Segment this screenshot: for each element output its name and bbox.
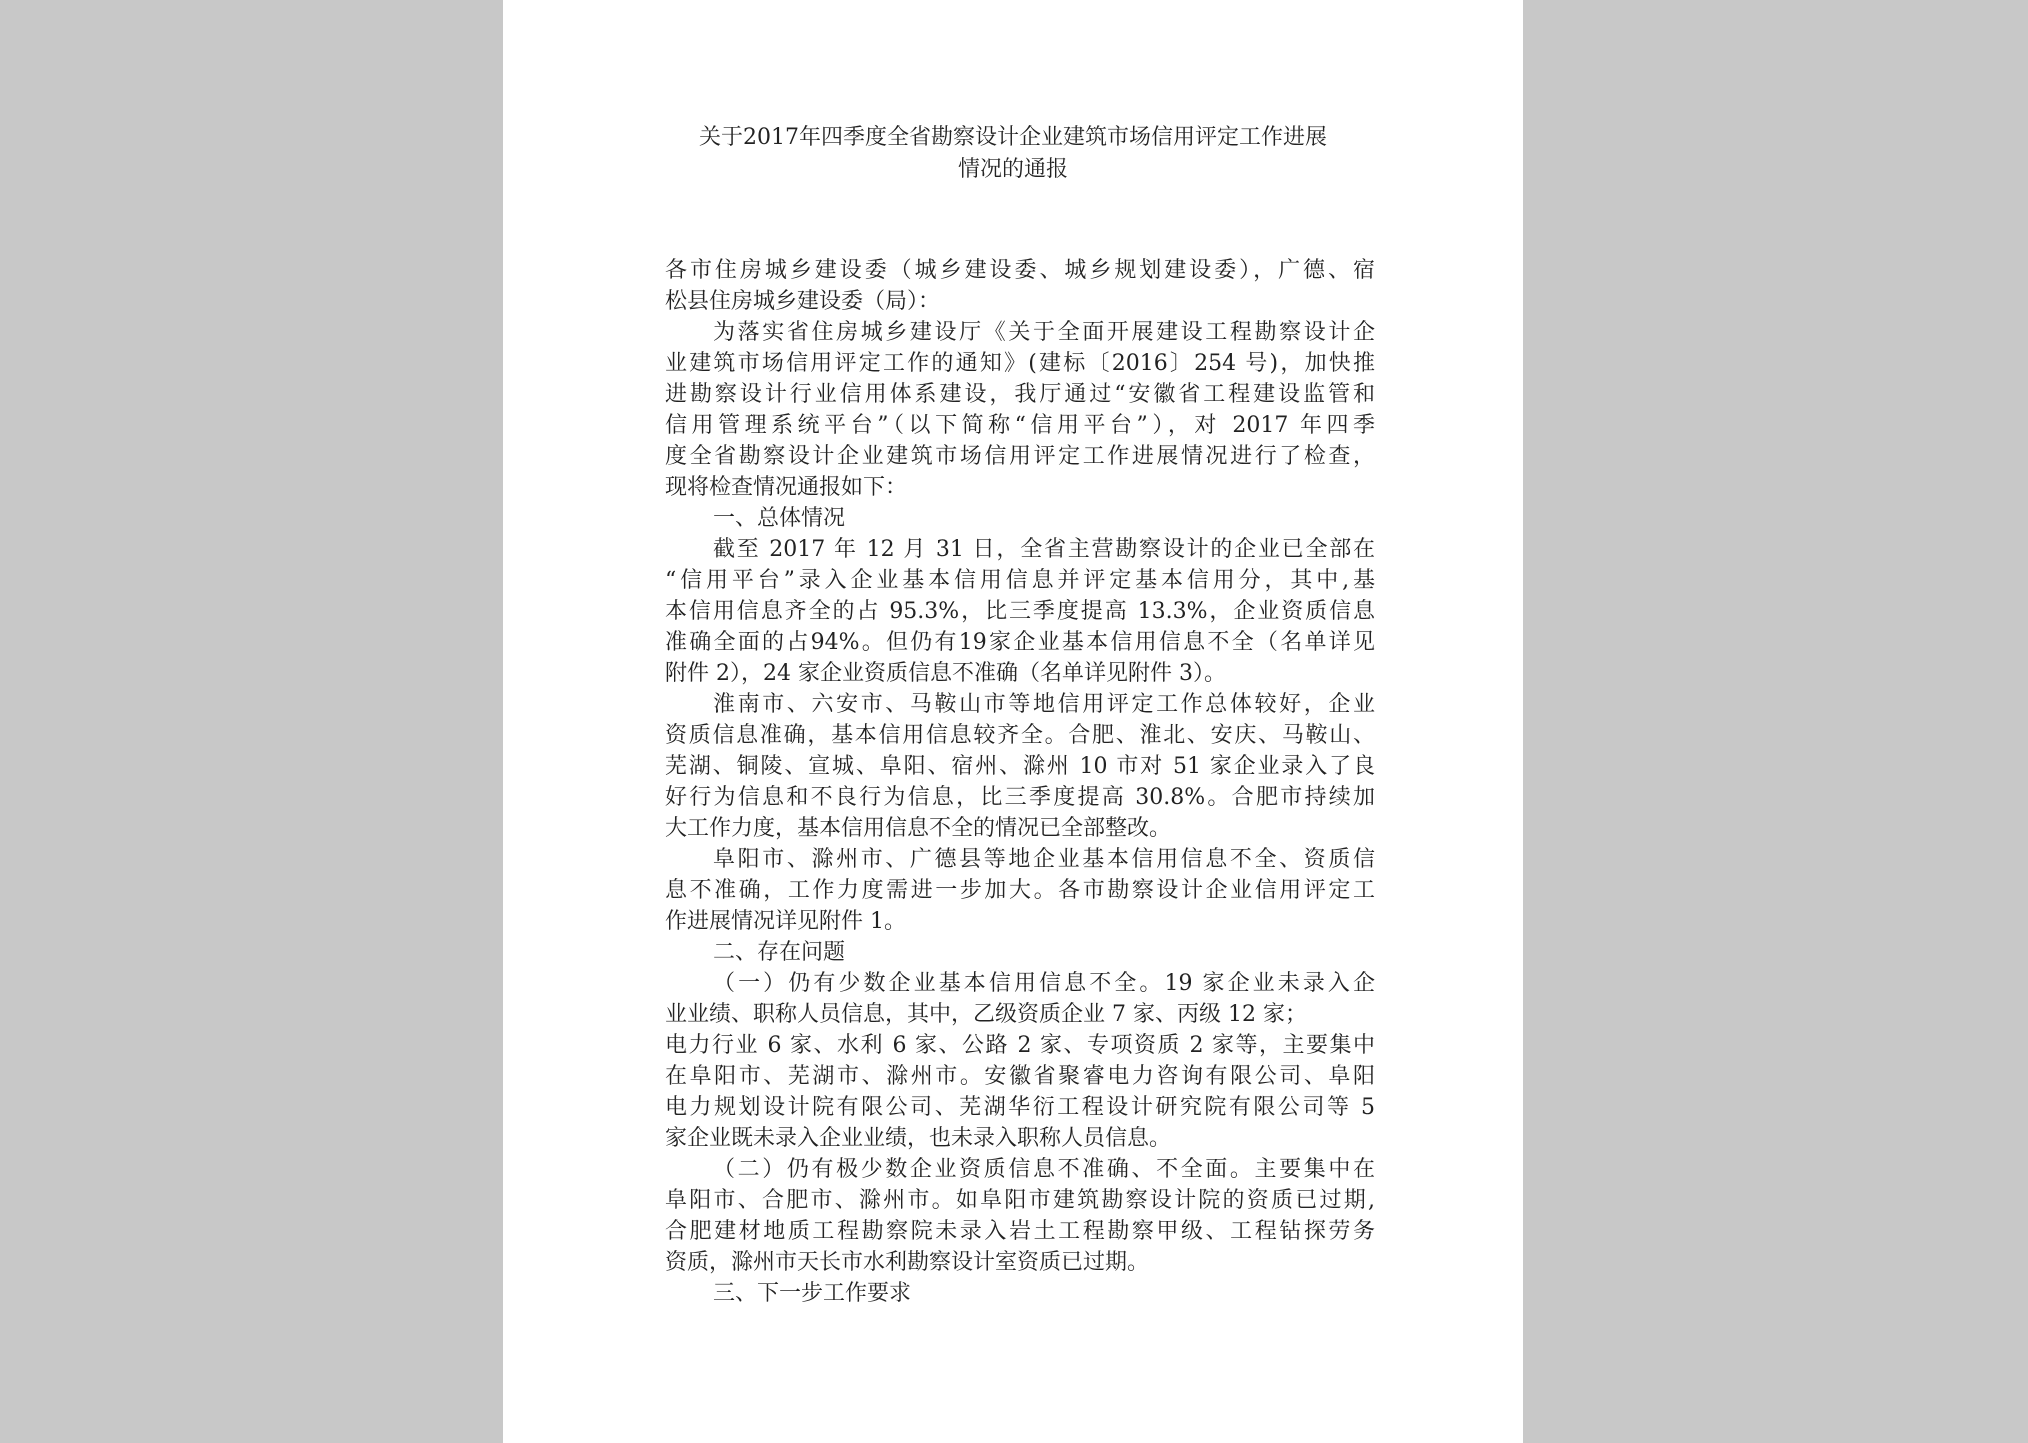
body-line: 准确全面的占94%。但仍有19家企业基本信用信息不全（名单详见 <box>665 630 1375 655</box>
document-title <box>503 122 1523 186</box>
body-line: 家企业既未录入企业业绩，也未录入职称人员信息。 <box>665 1126 1172 1151</box>
body-line: （一）仍有少数企业基本信用信息不全。19 家企业未录入企 <box>713 971 1375 996</box>
body-line: 电力行业 6 家、水利 6 家、公路 2 家、专项资质 2 家等，主要集中 <box>665 1033 1375 1058</box>
body-line: 合肥建材地质工程勘察院未录入岩土工程勘察甲级、工程钻探劳务 <box>665 1219 1375 1244</box>
body-line: 度全省勘察设计企业建筑市场信用评定工作进展情况进行了检查， <box>665 444 1375 469</box>
document-page <box>503 0 1523 1443</box>
document-body <box>665 255 1375 1309</box>
title-line-1: 关于2017年四季度全省勘察设计企业建筑市场信用评定工作进展 <box>699 125 1327 150</box>
body-line: 业建筑市场信用评定工作的通知》(建标〔2016〕254 号)，加快推 <box>665 351 1375 376</box>
body-line: 三、下一步工作要求 <box>713 1281 912 1306</box>
body-line: 为落实省住房城乡建设厅《关于全面开展建设工程勘察设计企 <box>713 320 1375 345</box>
body-line: 一、总体情况 <box>713 506 846 531</box>
body-line: 大工作力度，基本信用信息不全的情况已全部整改。 <box>665 816 1172 841</box>
body-line: 在阜阳市、芜湖市、滁州市。安徽省聚睿电力咨询有限公司、阜阳 <box>665 1064 1375 1089</box>
body-line: 现将检查情况通报如下： <box>665 475 908 500</box>
body-line: 阜阳市、合肥市、滁州市。如阜阳市建筑勘察设计院的资质已过期, <box>665 1188 1375 1213</box>
body-line: 业业绩、职称人员信息，其中，乙级资质企业 7 家、丙级 12 家； <box>665 1002 1307 1027</box>
title-line-2: 情况的通报 <box>957 157 1068 182</box>
body-line: 淮南市、六安市、马鞍山市等地信用评定工作总体较好，企业 <box>713 692 1375 717</box>
body-line: 电力规划设计院有限公司、芜湖华衍工程设计研究院有限公司等 5 <box>665 1095 1375 1120</box>
body-line: 阜阳市、滁州市、广德县等地企业基本信用信息不全、资质信 <box>713 847 1375 872</box>
body-line: 附件 2），24 家企业资质信息不准确（名单详见附件 3）。 <box>665 661 1226 686</box>
body-line: 松县住房城乡建设委（局）： <box>665 289 941 314</box>
body-line: 各市住房城乡建设委（城乡建设委、城乡规划建设委），广德、宿 <box>665 258 1375 283</box>
body-line: 二、存在问题 <box>713 940 846 965</box>
body-line: “信用平台”录入企业基本信用信息并评定基本信用分，其中,基 <box>665 568 1375 593</box>
body-line: （二）仍有极少数企业资质信息不准确、不全面。主要集中在 <box>713 1157 1375 1182</box>
body-line: 进勘察设计行业信用体系建设，我厅通过“安徽省工程建设监管和 <box>665 382 1375 407</box>
body-line: 芜湖、铜陵、宣城、阜阳、宿州、滁州 10 市对 51 家企业录入了良 <box>665 754 1375 779</box>
body-line: 好行为信息和不良行为信息，比三季度提高 30.8%。合肥市持续加 <box>665 785 1375 810</box>
body-line: 息不准确，工作力度需进一步加大。各市勘察设计企业信用评定工 <box>665 878 1375 903</box>
body-line: 本信用信息齐全的占 95.3%，比三季度提高 13.3%，企业资质信息 <box>665 599 1375 624</box>
body-line: 截至 2017 年 12 月 31 日，全省主营勘察设计的企业已全部在 <box>713 537 1375 562</box>
body-line: 作进展情况详见附件 1。 <box>665 909 906 934</box>
body-line: 资质信息准确，基本信用信息较齐全。合肥、淮北、安庆、马鞍山、 <box>665 723 1375 748</box>
body-line: 资质，滁州市天长市水利勘察设计室资质已过期。 <box>665 1250 1150 1275</box>
body-line: 信用管理系统平台”（以下简称“信用平台”），对 2017 年四季 <box>665 413 1375 438</box>
